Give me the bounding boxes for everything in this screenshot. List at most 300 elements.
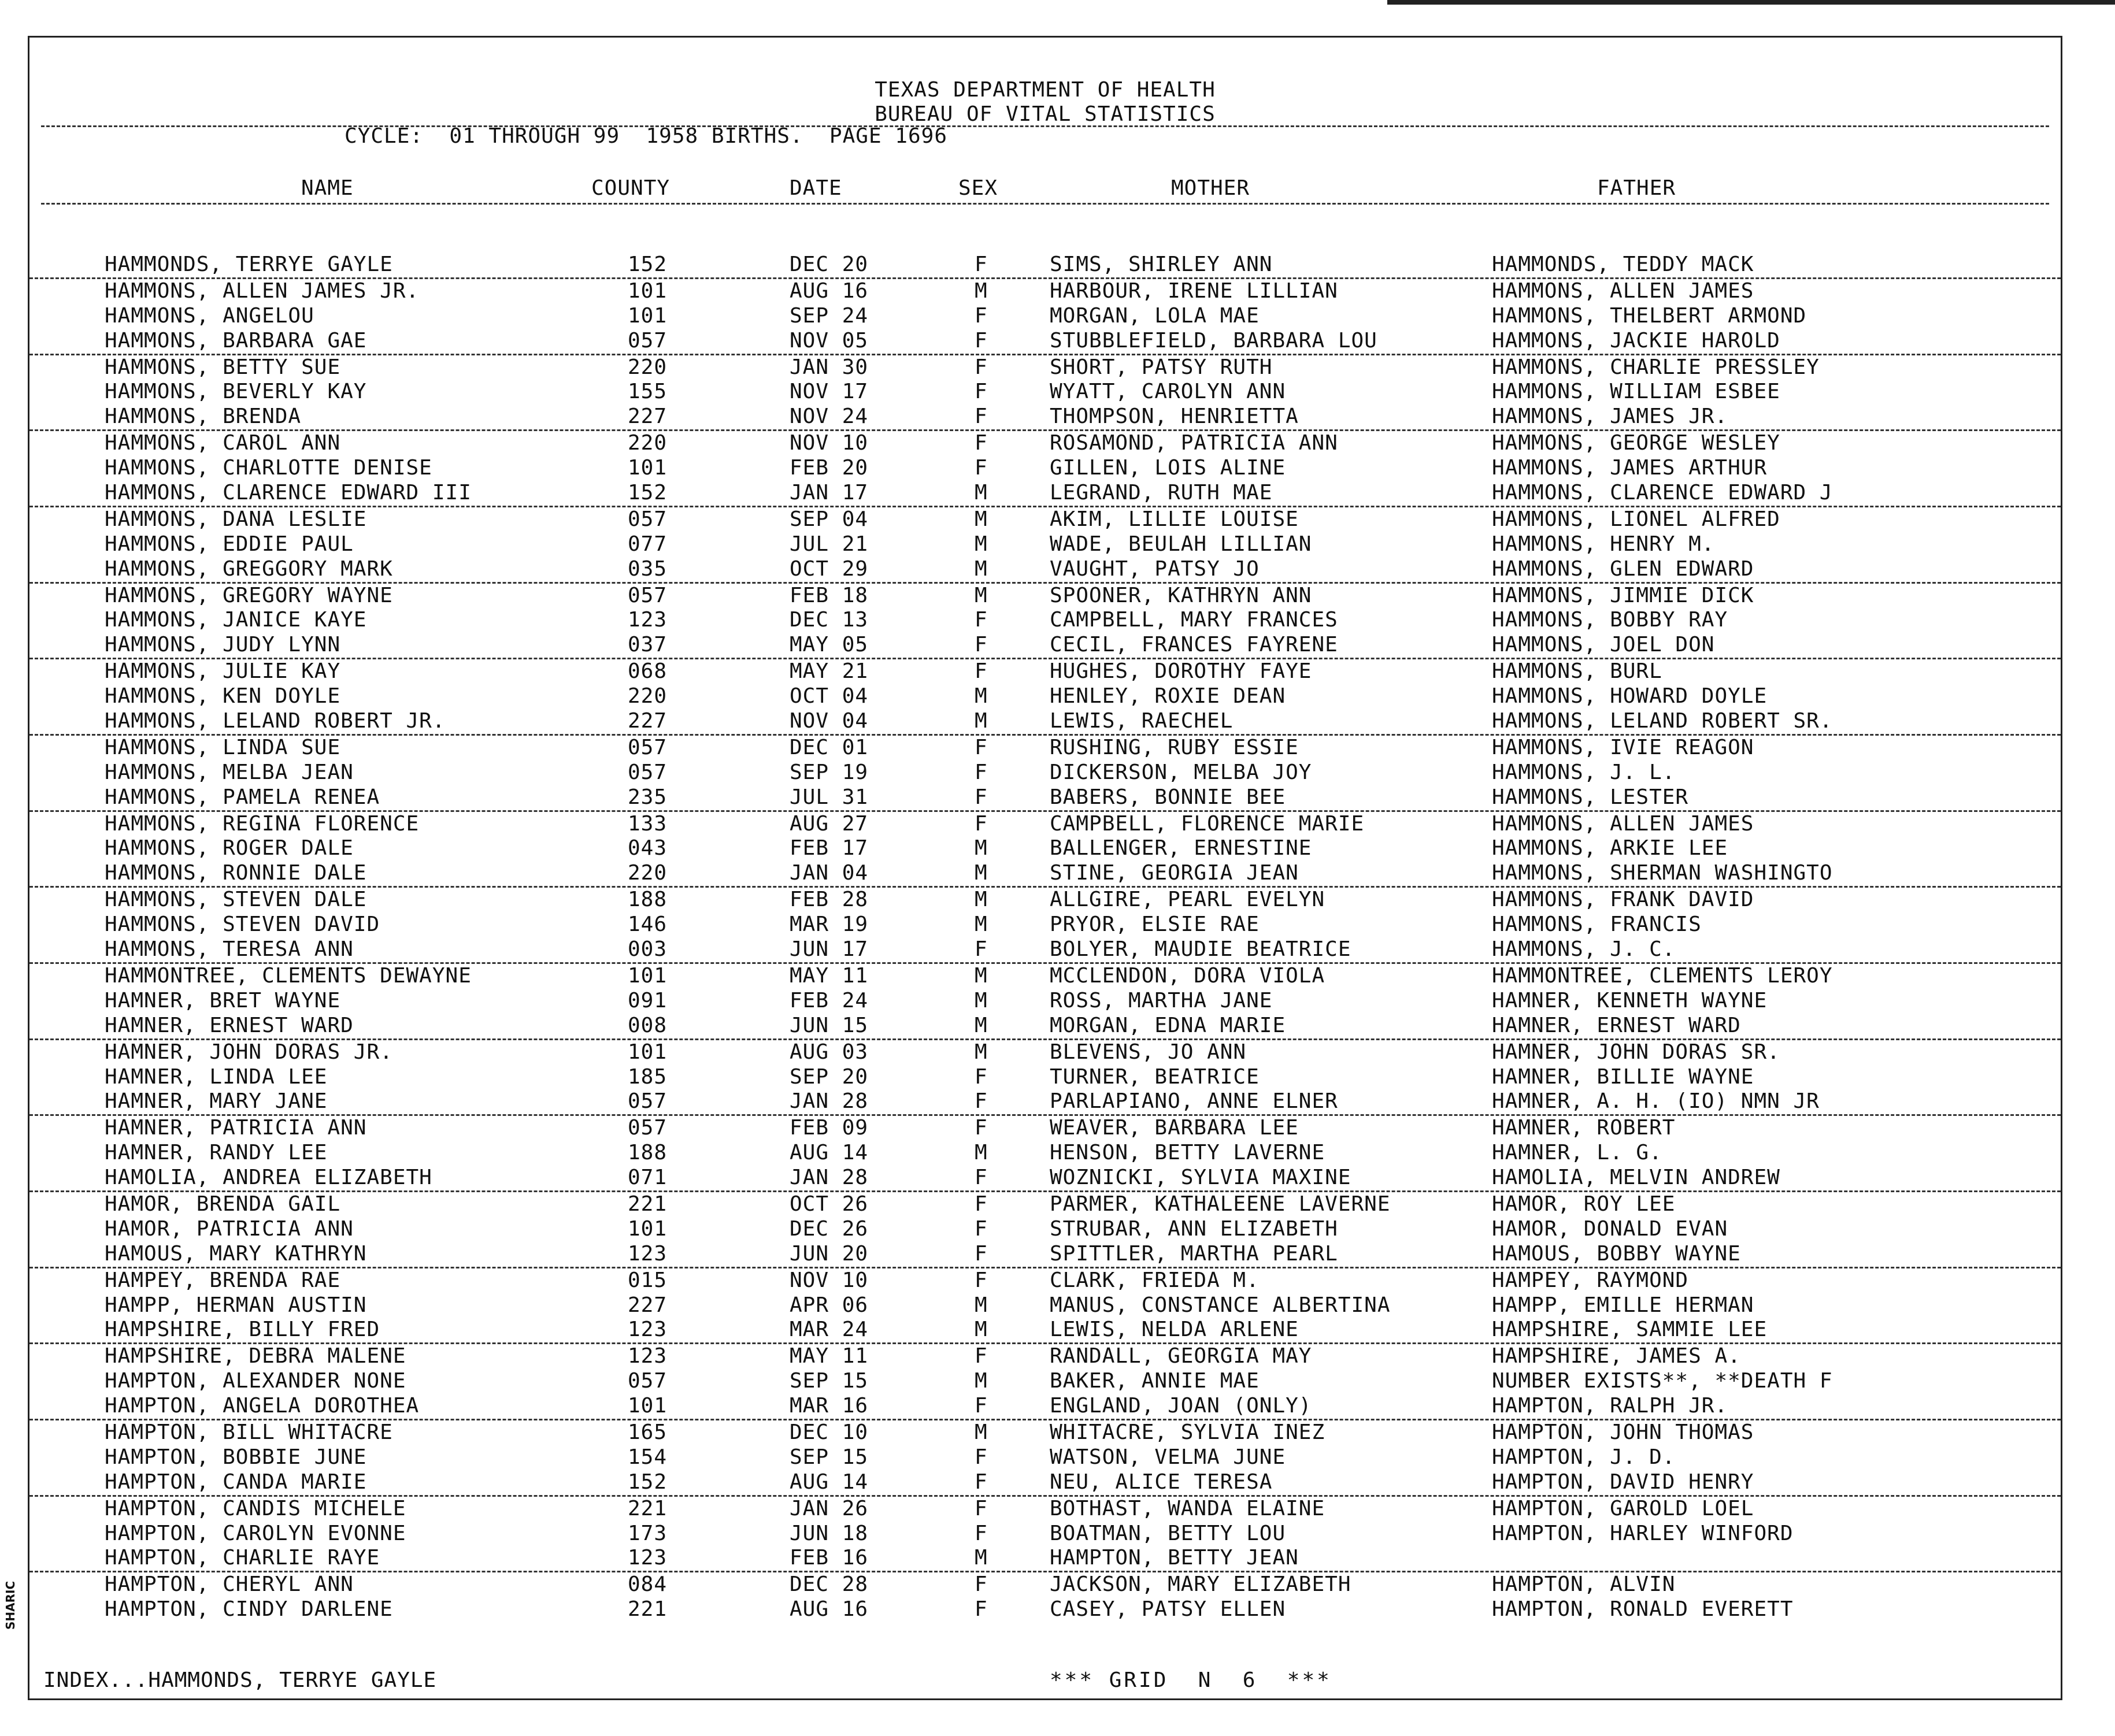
table-row [29,1394,2061,1420]
cell-father: HAMMONS, ALLEN JAMES [1492,279,1754,303]
table-row [29,785,2061,812]
cell-father: HAMNER, L. G. [1492,1141,1662,1165]
cell-county: 057 [628,1369,668,1393]
table-row [29,912,2061,937]
cell-date: JUN 20 [790,1241,869,1266]
table-row [29,1318,2061,1344]
cell-sex: M [975,684,988,709]
cell-mother: CAMPBELL, MARY FRANCES [1050,608,1338,632]
cell-name: HAMMONS, JULIE KAY [105,659,341,684]
cell-mother: BOTHAST, WANDA ELAINE [1050,1496,1325,1520]
cell-date: SEP 04 [790,507,869,531]
cell-county: 227 [628,405,668,429]
department-title: TEXAS DEPARTMENT OF HEALTH [875,78,1216,102]
cell-sex: F [975,1166,988,1190]
cell-mother: ROSS, MARTHA JANE [1050,988,1273,1012]
cell-date: SEP 19 [790,760,869,784]
cell-name: HAMMONS, ANGELOU [105,303,314,328]
cell-date: FEB 24 [790,988,869,1012]
cell-date: AUG 27 [790,811,869,836]
cell-county: 057 [628,507,668,531]
cell-name: HAMOR, BRENDA GAIL [105,1192,341,1216]
cell-sex: M [975,1369,988,1393]
table-row [29,659,2061,684]
cycle-info: CYCLE: 01 THROUGH 99 1958 BIRTHS. PAGE 1696 [345,124,947,148]
cell-sex: F [975,253,988,276]
cell-father: HAMMONS, IVIE REAGON [1492,735,1754,759]
cell-father: HAMMONS, CHARLIE PRESSLEY [1492,355,1820,379]
cell-county: 101 [628,1040,668,1064]
cell-mother: WHITACRE, SYLVIA INEZ [1050,1420,1325,1444]
cell-name: HAMNER, JOHN DORAS JR. [105,1040,393,1064]
cell-mother: SIMS, SHIRLEY ANN [1050,253,1273,276]
cell-sex: F [975,1192,988,1216]
cell-sex: M [975,1013,988,1037]
cell-father: HAMNER, KENNETH WAYNE [1492,988,1768,1012]
table-row [29,329,2061,355]
column-header-sex: SEX [958,176,998,200]
cell-name: HAMPTON, BILL WHITACRE [105,1420,393,1444]
cell-date: AUG 14 [790,1141,869,1165]
cell-date: FEB 20 [790,456,869,480]
table-row [29,1268,2061,1293]
cell-mother: JACKSON, MARY ELIZABETH [1050,1572,1351,1597]
table-row [29,557,2061,584]
cell-sex: F [975,1521,988,1545]
cell-date: NOV 24 [790,405,869,429]
cell-father: HAMPTON, RONALD EVERETT [1492,1597,1794,1622]
table-row [29,1192,2061,1217]
cell-father: HAMOR, DONALD EVAN [1492,1216,1728,1241]
cell-date: JAN 30 [790,355,869,379]
cell-name: HAMMONS, DANA LESLIE [105,507,367,531]
cell-mother: TURNER, BEATRICE [1050,1064,1260,1089]
cell-date: JUL 31 [790,785,869,809]
cell-father: HAMMONS, GLEN EDWARD [1492,557,1754,581]
table-row [29,812,2061,837]
cell-date: JUN 17 [790,937,869,962]
table-row [29,861,2061,888]
cell-sex: F [975,735,988,759]
cell-county: 227 [628,1293,668,1317]
cell-mother: MANUS, CONSTANCE ALBERTINA [1050,1293,1391,1317]
cell-county: 057 [628,1089,668,1114]
column-header-rule [41,203,2049,205]
cell-county: 077 [628,532,668,556]
cell-father: HAMMONS, JIMMIE DICK [1492,583,1754,607]
cell-name: HAMPTON, ANGELA DOROTHEA [105,1394,420,1418]
cell-father: HAMNER, BILLIE WAYNE [1492,1064,1754,1089]
table-row [29,1040,2061,1065]
table-row [29,1065,2061,1090]
cell-date: AUG 16 [790,1597,869,1622]
cell-date: FEB 09 [790,1116,869,1140]
cell-sex: F [975,355,988,379]
table-row [29,355,2061,380]
cell-mother: WOZNICKI, SYLVIA MAXINE [1050,1166,1351,1190]
cell-date: DEC 10 [790,1420,869,1444]
cell-name: HAMPTON, CANDA MARIE [105,1470,367,1494]
cell-sex: M [975,1420,988,1444]
table-row [29,532,2061,557]
cell-father: HAMMONS, JAMES ARTHUR [1492,456,1768,480]
table-row [29,253,2061,279]
cell-name: HAMMONS, BETTY SUE [105,355,341,379]
cell-sex: F [975,1116,988,1140]
cell-name: HAMMONTREE, CLEMENTS DEWAYNE [105,963,472,988]
cell-sex: F [975,1268,988,1292]
cell-county: 235 [628,785,668,809]
cell-date: MAY 05 [790,633,869,657]
cell-name: HAMMONS, GREGGORY MARK [105,557,393,581]
cell-date: OCT 29 [790,557,869,581]
cell-sex: F [975,1394,988,1418]
cell-county: 071 [628,1166,668,1190]
cell-county: 220 [628,684,668,709]
cell-sex: M [975,912,988,937]
cell-date: MAR 24 [790,1318,869,1342]
table-row [29,736,2061,761]
cell-sex: F [975,1496,988,1520]
cell-name: HAMMONS, RONNIE DALE [105,861,367,885]
table-row [29,584,2061,609]
cell-county: 008 [628,1013,668,1037]
cell-sex: M [975,1040,988,1064]
cell-father: HAMNER, ROBERT [1492,1116,1676,1140]
cell-name: HAMPTON, CINDY DARLENE [105,1597,393,1622]
cell-name: HAMMONS, BEVERLY KAY [105,380,367,404]
cell-mother: DICKERSON, MELBA JOY [1050,760,1312,784]
cell-father: HAMMONS, JAMES JR. [1492,405,1728,429]
cell-county: 185 [628,1064,668,1089]
cell-mother: BOLYER, MAUDIE BEATRICE [1050,937,1351,962]
cell-name: HAMNER, BRET WAYNE [105,988,341,1012]
cell-father: HAMMONS, FRANK DAVID [1492,888,1754,912]
cell-mother: WEAVER, BARBARA LEE [1050,1116,1299,1140]
cell-date: NOV 10 [790,431,869,455]
cell-sex: F [975,760,988,784]
cell-father: HAMMONS, GEORGE WESLEY [1492,431,1780,455]
cell-sex: F [975,1597,988,1622]
cell-sex: F [975,785,988,809]
cell-father: HAMOR, ROY LEE [1492,1192,1676,1216]
cell-sex: M [975,1141,988,1165]
cell-mother: WADE, BEULAH LILLIAN [1050,532,1312,556]
cell-sex: F [975,1572,988,1597]
cell-sex: F [975,1344,988,1368]
cell-father: HAMPTON, GAROLD LOEL [1492,1496,1754,1520]
cell-date: MAR 16 [790,1394,869,1418]
birth-records-table [29,253,2061,1622]
cell-county: 035 [628,557,668,581]
index-footer: INDEX...HAMMONDS, TERRYE GAYLE [43,1668,437,1692]
cell-mother: STINE, GEORGIA JEAN [1050,861,1299,885]
cell-name: HAMOUS, MARY KATHRYN [105,1241,367,1266]
cell-mother: LEWIS, RAECHEL [1050,709,1234,733]
table-row [29,1546,2061,1572]
cell-county: 057 [628,583,668,607]
cell-mother: STUBBLEFIELD, BARBARA LOU [1050,328,1377,353]
cell-county: 154 [628,1445,668,1469]
cell-mother: CLARK, FRIEDA M. [1050,1268,1260,1292]
cell-date: OCT 04 [790,684,869,709]
cell-mother: BOATMAN, BETTY LOU [1050,1521,1286,1545]
cell-mother: ROSAMOND, PATRICIA ANN [1050,431,1338,455]
cell-date: MAR 19 [790,912,869,937]
cell-date: NOV 10 [790,1268,869,1292]
cell-mother: BAKER, ANNIE MAE [1050,1369,1260,1393]
table-row [29,1116,2061,1141]
cell-name: HAMPSHIRE, DEBRA MALENE [105,1344,406,1368]
cell-father: HAMPSHIRE, JAMES A. [1492,1344,1741,1368]
table-row [29,989,2061,1014]
cell-name: HAMMONS, STEVEN DAVID [105,912,380,937]
cell-name: HAMOLIA, ANDREA ELIZABETH [105,1166,432,1190]
cell-father: HAMPTON, J. D. [1492,1445,1676,1469]
cell-county: 015 [628,1268,668,1292]
cell-father: HAMMONS, THELBERT ARMOND [1492,303,1807,328]
cell-sex: M [975,1546,988,1570]
cell-name: HAMMONS, BARBARA GAE [105,328,367,353]
cell-county: 101 [628,456,668,480]
cell-mother: RANDALL, GEORGIA MAY [1050,1344,1312,1368]
cell-father: HAMMONS, J. L. [1492,760,1676,784]
table-row [29,761,2061,785]
table-row [29,709,2061,736]
cell-mother: HENLEY, ROXIE DEAN [1050,684,1286,709]
cell-county: 091 [628,988,668,1012]
table-row [29,1597,2061,1622]
cell-mother: RUSHING, RUBY ESSIE [1050,735,1299,759]
cell-name: HAMNER, MARY JANE [105,1089,328,1114]
cell-father: HAMMONS, ARKIE LEE [1492,836,1728,860]
cell-name: HAMMONS, LINDA SUE [105,735,341,759]
cell-date: NOV 04 [790,709,869,733]
cell-county: 188 [628,1141,668,1165]
cell-sex: F [975,1089,988,1114]
cell-sex: F [975,303,988,328]
cell-sex: M [975,861,988,885]
cell-sex: M [975,279,988,303]
cell-father: HAMPSHIRE, SAMMIE LEE [1492,1318,1768,1342]
table-row [29,1420,2061,1445]
cell-father: HAMMONS, HOWARD DOYLE [1492,684,1768,709]
table-row [29,380,2061,405]
cell-sex: F [975,1470,988,1494]
cell-name: HAMNER, LINDA LEE [105,1064,328,1089]
cell-county: 123 [628,608,668,632]
cell-father: HAMMONS, FRANCIS [1492,912,1702,937]
cell-county: 101 [628,303,668,328]
cell-sex: F [975,1216,988,1241]
cell-name: HAMMONS, BRENDA [105,405,302,429]
cell-mother: HUGHES, DOROTHY FAYE [1050,659,1312,684]
cell-county: 220 [628,431,668,455]
cell-name: HAMNER, ERNEST WARD [105,1013,354,1037]
cell-date: NOV 17 [790,380,869,404]
cell-father: HAMPP, EMILLE HERMAN [1492,1293,1754,1317]
cell-date: FEB 16 [790,1546,869,1570]
table-row [29,1344,2061,1369]
cell-date: AUG 14 [790,1470,869,1494]
cell-date: SEP 20 [790,1064,869,1089]
cell-mother: PRYOR, ELSIE RAE [1050,912,1260,937]
cell-father: HAMMONS, JOEL DON [1492,633,1715,657]
cell-sex: M [975,888,988,912]
cell-sex: M [975,1293,988,1317]
cell-county: 123 [628,1546,668,1570]
cell-date: MAY 11 [790,1344,869,1368]
cell-date: FEB 18 [790,583,869,607]
cell-date: JUL 21 [790,532,869,556]
cell-county: 152 [628,481,668,505]
table-row [29,937,2061,964]
cell-name: HAMMONS, JUDY LYNN [105,633,341,657]
cell-sex: F [975,431,988,455]
cell-sex: F [975,1445,988,1469]
cell-name: HAMPSHIRE, BILLY FRED [105,1318,380,1342]
cell-father: HAMMONS, LESTER [1492,785,1689,809]
cell-date: JAN 28 [790,1089,869,1114]
cell-mother: GILLEN, LOIS ALINE [1050,456,1286,480]
cell-mother: LEGRAND, RUTH MAE [1050,481,1273,505]
cell-father: HAMMONS, LIONEL ALFRED [1492,507,1780,531]
cell-father: HAMMONS, CLARENCE EDWARD J [1492,481,1833,505]
cell-father: HAMPTON, ALVIN [1492,1572,1676,1597]
table-row [29,1141,2061,1166]
cell-father: HAMNER, JOHN DORAS SR. [1492,1040,1780,1064]
cell-father: HAMNER, A. H. (IO) NMN JR [1492,1089,1820,1114]
column-header-county: COUNTY [591,176,671,200]
cell-name: HAMMONS, CHARLOTTE DENISE [105,456,432,480]
cell-sex: F [975,811,988,836]
cell-name: HAMMONS, STEVEN DALE [105,888,367,912]
page-top-edge [1387,0,2115,5]
cell-sex: F [975,937,988,962]
cell-county: 152 [628,253,668,276]
cell-name: HAMOR, PATRICIA ANN [105,1216,354,1241]
cell-name: HAMMONS, GREGORY WAYNE [105,583,393,607]
cell-county: 123 [628,1344,668,1368]
table-row [29,684,2061,709]
cell-county: 084 [628,1572,668,1597]
table-row [29,1014,2061,1040]
cell-name: HAMNER, PATRICIA ANN [105,1116,367,1140]
cell-name: HAMPTON, BOBBIE JUNE [105,1445,367,1469]
cell-father: HAMMONS, BURL [1492,659,1662,684]
cell-date: NOV 05 [790,328,869,353]
cell-father: HAMMONS, WILLIAM ESBEE [1492,380,1780,404]
cell-mother: HARBOUR, IRENE LILLIAN [1050,279,1338,303]
cell-mother: BALLENGER, ERNESTINE [1050,836,1312,860]
cell-name: HAMPTON, ALEXANDER NONE [105,1369,406,1393]
cell-name: HAMMONS, CLARENCE EDWARD III [105,481,472,505]
cell-mother: CECIL, FRANCES FAYRENE [1050,633,1338,657]
cell-father: HAMPTON, JOHN THOMAS [1492,1420,1754,1444]
table-row [29,964,2061,989]
grid-footer: *** GRID N 6 *** [1050,1668,1332,1692]
cell-date: APR 06 [790,1293,869,1317]
table-row [29,1217,2061,1242]
cell-county: 221 [628,1597,668,1622]
table-row [29,888,2061,912]
cell-father: HAMMONTREE, CLEMENTS LEROY [1492,963,1833,988]
cell-county: 220 [628,355,668,379]
cell-sex: F [975,380,988,404]
cell-name: HAMMONS, ROGER DALE [105,836,354,860]
table-row [29,304,2061,329]
cell-mother: WATSON, VELMA JUNE [1050,1445,1286,1469]
cell-date: DEC 01 [790,735,869,759]
cell-father: HAMOUS, BOBBY WAYNE [1492,1241,1741,1266]
cell-name: HAMMONS, EDDIE PAUL [105,532,354,556]
cell-date: OCT 26 [790,1192,869,1216]
cell-sex: M [975,988,988,1012]
cell-sex: M [975,583,988,607]
column-header-father: FATHER [1597,176,1676,200]
cell-mother: ALLGIRE, PEARL EVELYN [1050,888,1325,912]
cell-county: 003 [628,937,668,962]
cell-date: SEP 15 [790,1369,869,1393]
cell-mother: CAMPBELL, FLORENCE MARIE [1050,811,1365,836]
cell-name: HAMMONS, LELAND ROBERT JR. [105,709,446,733]
table-row [29,405,2061,431]
cell-county: 057 [628,760,668,784]
cell-name: HAMPTON, CAROLYN EVONNE [105,1521,406,1545]
table-row [29,836,2061,861]
cell-date: JAN 28 [790,1166,869,1190]
cell-sex: M [975,963,988,988]
cell-mother: PARMER, KATHALEENE LAVERNE [1050,1192,1391,1216]
cell-mother: NEU, ALICE TERESA [1050,1470,1273,1494]
cell-sex: M [975,1318,988,1342]
cell-sex: M [975,507,988,531]
cell-sex: F [975,456,988,480]
cell-father: HAMMONS, LELAND ROBERT SR. [1492,709,1833,733]
table-row [29,1293,2061,1318]
cell-name: HAMMONS, PAMELA RENEA [105,785,380,809]
cell-county: 123 [628,1241,668,1266]
table-row [29,481,2061,507]
table-row [29,1369,2061,1394]
table-row [29,1470,2061,1497]
cell-father: HAMMONS, J. C. [1492,937,1676,962]
cell-name: HAMMONS, JANICE KAYE [105,608,367,632]
cell-father: NUMBER EXISTS**, **DEATH F [1492,1369,1833,1393]
cell-county: 165 [628,1420,668,1444]
cell-mother: SHORT, PATSY RUTH [1050,355,1273,379]
column-header-date: DATE [790,176,842,200]
table-row [29,1166,2061,1192]
cell-father: HAMMONS, SHERMAN WASHINGTO [1492,861,1833,885]
cell-name: HAMPP, HERMAN AUSTIN [105,1293,367,1317]
table-row [29,1522,2061,1546]
table-row [29,1445,2061,1470]
table-row [29,279,2061,304]
cell-county: 123 [628,1318,668,1342]
column-header-name: NAME [301,176,354,200]
cell-sex: F [975,633,988,657]
cell-date: AUG 03 [790,1040,869,1064]
cell-county: 101 [628,1216,668,1241]
cell-county: 101 [628,1394,668,1418]
cell-mother: MORGAN, LOLA MAE [1050,303,1260,328]
cell-county: 101 [628,963,668,988]
cell-name: HAMPEY, BRENDA RAE [105,1268,341,1292]
table-row [29,507,2061,532]
cell-county: 037 [628,633,668,657]
cell-mother: THOMPSON, HENRIETTA [1050,405,1299,429]
